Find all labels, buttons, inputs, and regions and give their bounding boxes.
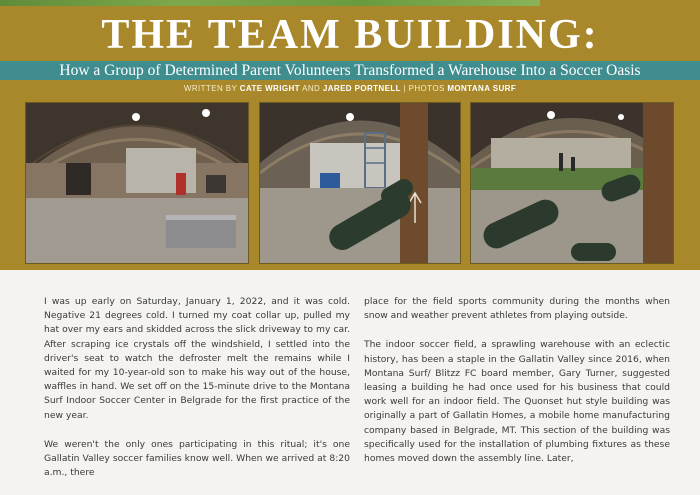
paragraph: place for the field sports community during the months when snow and weather prevent athletes from playing outside. [364,296,670,322]
paragraph: The indoor soccer field, a sprawling warehouse with an eclectic history, has been a staple in the Gallatin Valley since 2016, when Montana Surf/ Blitzz FC board member, Gary Turner, suggested leasing a building he had once used for his business that could work well for an indoor field. The Quonset hut style building was originally a part of Gallatin Homes, a mobile home manufacturing company based in Belgrade, MT. This section of the building was specifically used for the installation of plumbing fixtures as these homes moved down the assembly line. Later, [364,339,670,465]
byline-author-2: JARED PORTNELL [322,84,401,93]
warehouse-photo-2 [259,102,461,264]
byline-author-1: CATE WRIGHT [239,84,300,93]
paragraph: I was up early on Saturday, January 1, 2022, and it was cold. Negative 21 degrees cold. I turned my coat collar up, pulled my hat over my ears and skidded across the slick driveway to my car. After scraping ice crystals off the windshield, I settled into the driver's seat to watch the defroster melt the remains while I waited for my 10-year-old son to make his way out of the house, waffles in hand. We set off on the 15-minute drive to the Montana Surf Indoor Soccer Center in Belgrade for the first practice of the new year. [44,296,350,421]
byline-photos-label: | PHOTOS [403,84,445,93]
article-subtitle: How a Group of Determined Parent Volunteers Transformed a Warehouse Into a Soccer Oasis [59,62,641,79]
paragraph: We weren't the only ones participating in this ritual; it's one Gallatin Valley soccer families know well. When we arrived at 8:20 a.m., there [44,438,350,479]
byline-photographer: MONTANA SURF [447,84,517,93]
warehouse-photo-1 [25,102,249,264]
article-column-2 [364,295,670,481]
article-title: THE TEAM BUILDING: [101,12,599,58]
byline-written-by: WRITTEN BY [183,84,238,93]
grass-image-strip [0,0,540,6]
byline [0,84,700,94]
article-column-1 [44,295,350,495]
warehouse-photo-3 [470,102,674,264]
byline-and: AND [302,84,321,93]
